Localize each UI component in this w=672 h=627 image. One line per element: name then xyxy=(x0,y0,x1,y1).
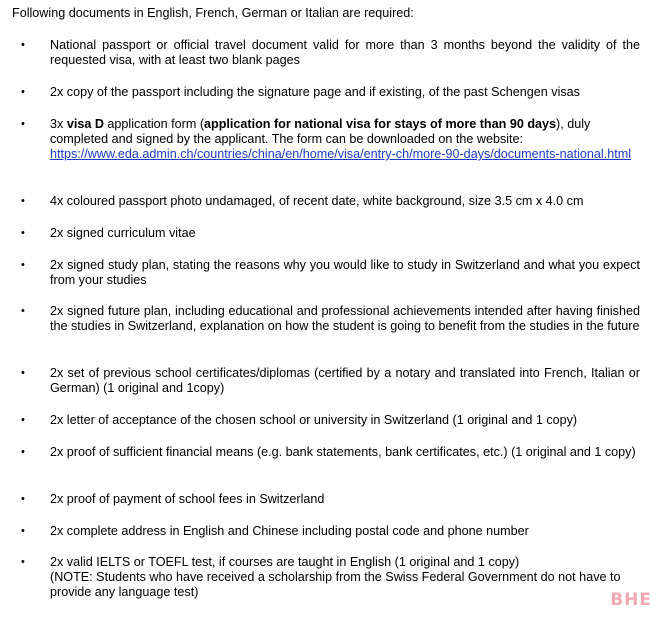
form-download-link[interactable]: https://www.eda.admin.ch/countries/china/en/home/visa/entry-ch/more-90-days/documents-national.html xyxy=(50,147,631,161)
item-text: 2x signed study plan, stating the reasons why you would like to study in Switzerland and what you expect from your studies xyxy=(50,258,640,287)
item-text: 2x signed curriculum vitae xyxy=(50,226,196,240)
item-text: 2x letter of acceptance of the chosen school or university in Switzerland (1 original and 1 copy) xyxy=(50,413,578,427)
bullet: • xyxy=(21,195,25,207)
bullet: • xyxy=(21,556,25,568)
bullet: • xyxy=(21,525,25,537)
item-text: 2x copy of the passport including the signature page and if existing, of the past Schengen visas xyxy=(50,85,580,99)
bullet: • xyxy=(21,86,25,98)
item-text: 4x coloured passport photo undamaged, of recent date, white background, size 3.5 cm x 4.0 cm xyxy=(50,194,584,208)
intro-text: Following documents in English, French, German or Italian are required: xyxy=(12,6,414,20)
item-bold-text: visa D xyxy=(66,117,104,131)
watermark-logo: BHE xyxy=(610,590,652,610)
item-text-part: ), duly completed and signed by the applicant. The form can be downloaded on the website: xyxy=(50,117,591,146)
bullet: • xyxy=(21,39,25,51)
item-text: 2x complete address in English and Chinese including postal code and phone number xyxy=(50,524,529,538)
item-text: 2x proof of sufficient financial means (e.g. bank statements, bank certificates, etc.) (1 original and 1 copy) xyxy=(50,445,636,459)
item-text: National passport or official travel document valid for more than 3 months beyond the validity of the requested visa, with at least two blank pages xyxy=(50,38,640,67)
bullet: • xyxy=(21,446,25,458)
item-text-part: application form ( xyxy=(103,117,205,131)
item-text: 2x proof of payment of school fees in Switzerland xyxy=(50,492,325,506)
bullet: • xyxy=(21,259,25,271)
item-bold-text: application for national visa for stays of more than 90 days xyxy=(204,117,557,131)
bullet: • xyxy=(21,367,25,379)
item-text-part: 2x valid IELTS or TOEFL test, if courses are taught in English (1 original and 1 copy) xyxy=(50,555,520,569)
item-text xyxy=(50,555,640,600)
item-text xyxy=(50,117,640,162)
item-text: 2x signed future plan, including educational and professional achievements intended after having finished the studies in Switzerland, explanation on how the student is going to benefit from the studies in the future xyxy=(50,304,640,333)
bullet: • xyxy=(21,118,25,130)
item-text: 2x set of previous school certificates/diplomas (certified by a notary and translated into French, Italian or German) (1 original and 1copy) xyxy=(50,366,640,395)
bullet: • xyxy=(21,414,25,426)
item-note: (NOTE: Students who have received a scholarship from the Swiss Federal Government do not have to provide any language test) xyxy=(50,570,621,599)
bullet: • xyxy=(21,227,25,239)
item-text-part: 3x xyxy=(50,117,67,131)
bullet: • xyxy=(21,493,25,505)
bullet: • xyxy=(21,305,25,317)
